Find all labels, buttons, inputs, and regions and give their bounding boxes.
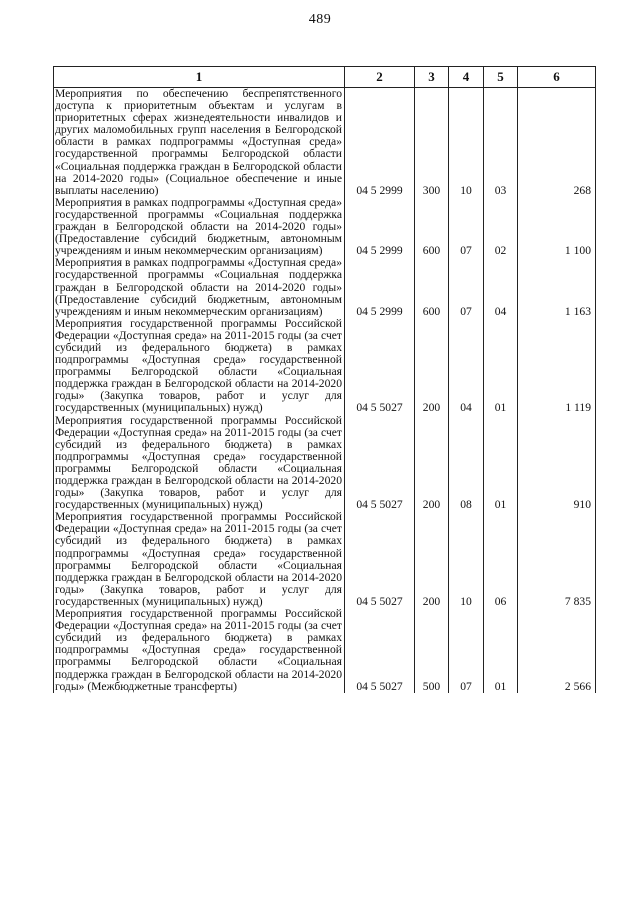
row-expense-type: 200 bbox=[415, 318, 449, 415]
table-row bbox=[54, 415, 596, 512]
column-header-2: 2 bbox=[345, 67, 415, 88]
row-target-code: 04 5 2999 bbox=[345, 197, 415, 257]
row-amount: 1 119 bbox=[518, 318, 596, 415]
row-description: Мероприятия государственной программы Российской Федерации «Доступная среда» на 2011-2015 годы (за счет субсидий из федерального бюджета) в рамках подпрограммы «Доступная среда» государственной программы Белгородской области «Социальная поддержка граждан в Белгородской области на 2014-2020 годы» (Межбюджетные трансферты) bbox=[54, 608, 345, 693]
row-target-code: 04 5 2999 bbox=[345, 257, 415, 317]
row-subsection: 02 bbox=[484, 197, 518, 257]
table-row bbox=[54, 318, 596, 415]
column-header-4: 4 bbox=[449, 67, 484, 88]
row-expense-type: 600 bbox=[415, 257, 449, 317]
row-description: Мероприятия в рамках подпрограммы «Доступная среда» государственной программы «Социальная поддержка граждан в Белгородской области на 2014-2020 годы» (Предоставление субсидий бюджетным, автономным учреждениям и иным некоммерческим организациям) bbox=[54, 257, 345, 317]
row-description: Мероприятия государственной программы Российской Федерации «Доступная среда» на 2011-2015 годы (за счет субсидий из федерального бюджета) в рамках подпрограммы «Доступная среда» государственной программы Белгородской области «Социальная поддержка граждан в Белгородской области на 2014-2020 годы» (Закупка товаров, работ и услуг для государственных (муниципальных) нужд) bbox=[54, 415, 345, 512]
row-subsection: 06 bbox=[484, 511, 518, 608]
row-subsection: 01 bbox=[484, 318, 518, 415]
column-header-5: 5 bbox=[484, 67, 518, 88]
row-amount: 7 835 bbox=[518, 511, 596, 608]
row-amount: 268 bbox=[518, 88, 596, 197]
table-header bbox=[54, 67, 596, 88]
row-subsection: 04 bbox=[484, 257, 518, 317]
row-expense-type: 300 bbox=[415, 88, 449, 197]
row-section: 08 bbox=[449, 415, 484, 512]
row-target-code: 04 5 5027 bbox=[345, 415, 415, 512]
row-section: 07 bbox=[449, 608, 484, 693]
row-amount: 2 566 bbox=[518, 608, 596, 693]
row-amount: 1 163 bbox=[518, 257, 596, 317]
row-section: 10 bbox=[449, 88, 484, 197]
row-description: Мероприятия государственной программы Российской Федерации «Доступная среда» на 2011-2015 годы (за счет субсидий из федерального бюджета) в рамках подпрограммы «Доступная среда» государственной программы Белгородской области «Социальная поддержка граждан в Белгородской области на 2014-2020 годы» (Закупка товаров, работ и услуг для государственных (муниципальных) нужд) bbox=[54, 511, 345, 608]
row-subsection: 01 bbox=[484, 608, 518, 693]
row-expense-type: 200 bbox=[415, 415, 449, 512]
row-expense-type: 200 bbox=[415, 511, 449, 608]
header-row bbox=[54, 67, 596, 88]
table-body bbox=[54, 88, 596, 693]
row-target-code: 04 5 5027 bbox=[345, 318, 415, 415]
column-header-6: 6 bbox=[518, 67, 596, 88]
table-row bbox=[54, 257, 596, 317]
column-header-3: 3 bbox=[415, 67, 449, 88]
table-row bbox=[54, 511, 596, 608]
row-subsection: 01 bbox=[484, 415, 518, 512]
row-expense-type: 600 bbox=[415, 197, 449, 257]
row-target-code: 04 5 5027 bbox=[345, 511, 415, 608]
row-subsection: 03 bbox=[484, 88, 518, 197]
row-section: 04 bbox=[449, 318, 484, 415]
row-section: 07 bbox=[449, 197, 484, 257]
table-row bbox=[54, 197, 596, 257]
row-description: Мероприятия в рамках подпрограммы «Доступная среда» государственной программы «Социальная поддержка граждан в Белгородской области на 2014-2020 годы» (Предоставление субсидий бюджетным, автономным учреждениям и иным некоммерческим организациям) bbox=[54, 197, 345, 257]
row-expense-type: 500 bbox=[415, 608, 449, 693]
column-header-1: 1 bbox=[54, 67, 345, 88]
row-target-code: 04 5 5027 bbox=[345, 608, 415, 693]
table-row bbox=[54, 608, 596, 693]
budget-table bbox=[53, 66, 596, 693]
row-section: 07 bbox=[449, 257, 484, 317]
page-number: 489 bbox=[308, 12, 332, 27]
row-target-code: 04 5 2999 bbox=[345, 88, 415, 197]
row-description: Мероприятия по обеспечению беспрепятственного доступа к приоритетным объектам и услугам в приоритетных сферах жизнедеятельности инвалидов и других маломобильных групп населения в Белгородской области в рамках подпрограммы «Доступная среда» государственной программы Белгородской области «Социальная поддержка граждан в Белгородской области на 2014-2020 годы» (Социальное обеспечение и иные выплаты населению) bbox=[54, 88, 345, 197]
row-amount: 1 100 bbox=[518, 197, 596, 257]
table-row bbox=[54, 88, 596, 197]
row-amount: 910 bbox=[518, 415, 596, 512]
row-description: Мероприятия государственной программы Российской Федерации «Доступная среда» на 2011-2015 годы (за счет субсидий из федерального бюджета) в рамках подпрограммы «Доступная среда» государственной программы Белгородской области «Социальная поддержка граждан в Белгородской области на 2014-2020 годы» (Закупка товаров, работ и услуг для государственных (муниципальных) нужд) bbox=[54, 318, 345, 415]
row-section: 10 bbox=[449, 511, 484, 608]
